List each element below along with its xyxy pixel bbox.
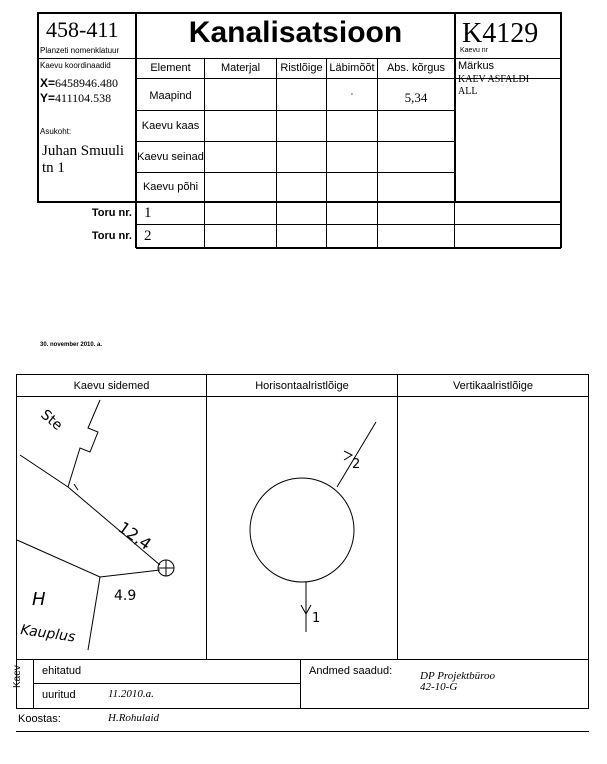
compiled-line <box>16 731 589 732</box>
footer-kaev-divider <box>33 659 34 709</box>
footer-bottom-line <box>16 708 589 709</box>
footer-divider <box>300 659 301 709</box>
col-header-material: Materjal <box>220 62 261 74</box>
row-element-kaevu-kaas: Kaevu kaas <box>141 120 200 132</box>
col-header-abs-height: Abs. kõrgus <box>386 62 446 74</box>
col-header-diameter: Läbimõõt <box>329 62 375 74</box>
row-element-kaevu-seinad: Kaevu seinad <box>137 151 204 163</box>
y-label: Y= <box>40 91 56 105</box>
date-line: 30. november 2010. a. <box>40 342 103 348</box>
pipe-2-arrow <box>344 451 352 460</box>
sidemed-sketch <box>17 400 174 650</box>
compiled-label: Koostas: <box>18 713 61 725</box>
page-title: Kanalisatsioon <box>188 16 403 49</box>
y-value: 411104.538 <box>55 91 112 105</box>
sketch-label-h: H <box>32 589 46 610</box>
data-from-label: Andmed saadud: <box>309 665 393 677</box>
kaev-label: Kaev <box>12 665 23 688</box>
pipe-2-line <box>337 422 376 487</box>
footer-right-border <box>588 659 589 709</box>
data-from-value-1: DP Projektbüroo <box>420 670 496 682</box>
sketch-label-distance-2: 4.9 <box>114 588 137 604</box>
tick-mark <box>74 484 78 490</box>
sheet-label: Planzeti nomenklatuur <box>40 46 120 55</box>
location-line-2: tn 1 <box>42 160 65 176</box>
row-diameter-maapind: · <box>350 88 354 100</box>
surveyed-label: uuritud <box>42 689 76 701</box>
sketch-label-ste: Ste <box>37 406 66 434</box>
sheet-number: 458-411 <box>46 17 119 42</box>
x-label: X= <box>40 76 56 90</box>
tie-line-12-4 <box>68 487 160 565</box>
footer-mid-line <box>33 683 301 684</box>
well-label: Kaevu nr <box>460 47 489 54</box>
horizontal-section <box>250 422 376 632</box>
compiled-value: H.Rohulaid <box>108 712 160 724</box>
pipe-label-1: Toru nr. <box>91 207 132 219</box>
coordinates-label: Kaevu koordinaadid <box>40 61 111 70</box>
location-line-1: Juhan Smuuli <box>42 143 125 159</box>
building-outline <box>20 400 100 487</box>
panel-title-horizontal: Horisontaalristlõige <box>255 380 349 392</box>
building-edge <box>88 577 100 650</box>
pipe-value-2: 2 <box>144 228 152 244</box>
row-abs-height-maapind: 5,34 <box>404 90 428 105</box>
pipe-label-2-sketch: 2 <box>352 457 361 472</box>
x-value: 6458946.480 <box>55 76 119 90</box>
panel-title-vertical: Vertikaalristlõige <box>452 380 534 392</box>
col-header-element: Element <box>150 62 191 74</box>
surveyed-value: 11.2010.a. <box>108 688 154 700</box>
panel-title-sidemed: Kaevu sidemed <box>73 380 150 392</box>
well-number: K4129 <box>462 18 539 49</box>
col-header-cross-section: Ristlõige <box>280 62 323 74</box>
pipe-label-2: Toru nr. <box>91 230 132 242</box>
pipe-value-1: 1 <box>144 205 152 221</box>
data-from-value-2: 42-10-G <box>420 681 458 693</box>
remarks-label: Märkus <box>458 60 495 72</box>
remarks-text-2: ALL <box>458 86 478 97</box>
remarks-text-1: KAEV ASFALDI <box>458 74 530 85</box>
sketch-label-distance-1: 12,4 <box>114 517 155 554</box>
location-label: Asukoht: <box>40 127 72 136</box>
pipe-label-1-sketch: 1 <box>312 611 321 626</box>
well-circle <box>250 478 354 582</box>
sketch-label-kauplus: Kauplus <box>19 622 77 646</box>
built-label: ehitatud <box>42 665 82 677</box>
row-element-maapind: Maapind <box>149 90 192 102</box>
row-element-kaevu-pohi: Kaevu põhi <box>142 181 199 193</box>
